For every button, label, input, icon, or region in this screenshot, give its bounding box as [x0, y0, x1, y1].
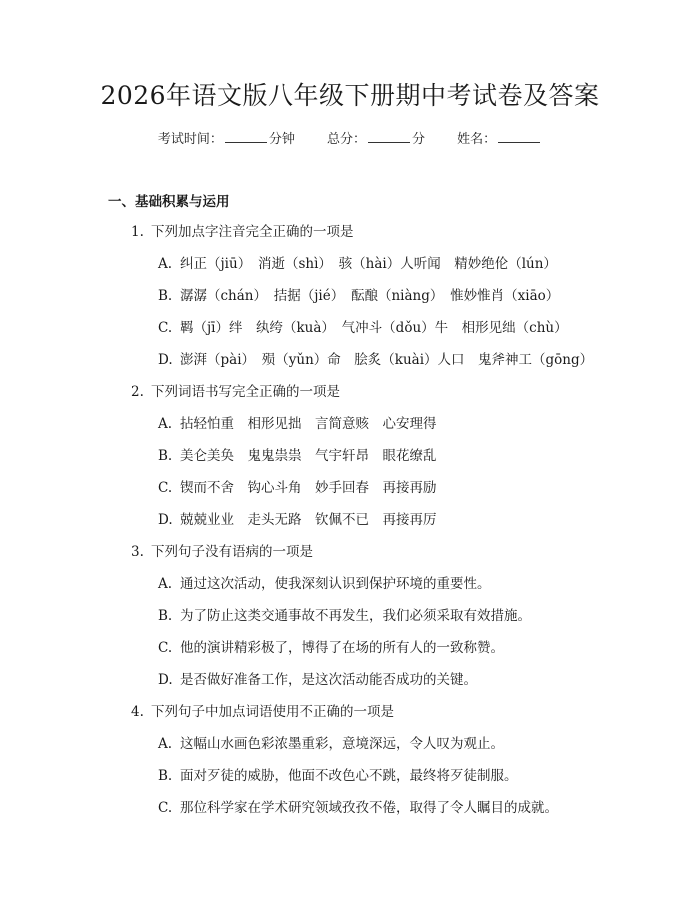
option-text: 那位科学家在学术研究领域孜孜不倦，取得了令人瞩目的成就。	[180, 800, 558, 816]
option-2a	[158, 414, 437, 434]
option-letter: B.	[158, 768, 173, 784]
name-label: 姓名：	[457, 132, 497, 147]
option-2b	[158, 446, 437, 466]
name-field	[457, 132, 542, 147]
score-field	[327, 132, 425, 147]
option-letter: B.	[158, 608, 173, 624]
question-stem: 下列句子没有语病的一项是	[151, 544, 313, 560]
page-title: 2026年语文版八年级下册期中考试卷及答案	[100, 81, 600, 110]
option-text: 是否做好准备工作，是这次活动能否成功的关键。	[180, 672, 477, 688]
time-field	[158, 132, 295, 147]
score-blank[interactable]	[368, 130, 410, 143]
option-4c	[158, 798, 558, 818]
option-letter: B.	[158, 288, 173, 304]
option-text: 澎湃（pài） 殒（yǔn）命 脍炙（kuài）人口 鬼斧神工（gōng）	[180, 352, 594, 368]
time-label: 考试时间：	[157, 132, 223, 147]
question-number: 2.	[131, 384, 144, 400]
option-letter: D.	[158, 672, 173, 688]
option-text: 羁（jī）绊 纨绔（kuà） 气冲斗（dǒu）牛 相形见绌（chù）	[180, 320, 568, 336]
option-text: 这幅山水画色彩浓墨重彩，意境深远，令人叹为观止。	[180, 736, 504, 752]
time-blank[interactable]	[225, 130, 267, 143]
question-stem: 下列加点字注音完全正确的一项是	[151, 224, 354, 240]
option-letter: C.	[158, 800, 173, 816]
option-text: 美仑美奂 鬼鬼祟祟 气宇轩昂 眼花缭乱	[180, 448, 437, 464]
option-letter: C.	[158, 480, 173, 496]
option-letter: C.	[158, 320, 173, 336]
question-4	[131, 702, 394, 722]
question-stem: 下列句子中加点词语使用不正确的一项是	[151, 704, 394, 720]
option-text: 为了防止这类交通事故不再发生，我们必须采取有效措施。	[180, 608, 531, 624]
score-unit: 分	[412, 132, 426, 147]
question-stem: 下列词语书写完全正确的一项是	[151, 384, 340, 400]
section-heading: 一、基础积累与运用	[108, 194, 230, 210]
option-letter: A.	[158, 736, 173, 752]
option-text: 纠正（jiū） 消逝（shì） 骇（hài）人听闻 精妙绝伦（lún）	[180, 256, 557, 272]
question-number: 1.	[131, 224, 144, 240]
score-label: 总分：	[326, 132, 366, 147]
option-1b	[158, 286, 559, 306]
option-1a	[158, 254, 557, 274]
option-text: 拈轻怕重 相形见拙 言简意赅 心安理得	[180, 416, 437, 432]
option-letter: A.	[158, 256, 173, 272]
option-letter: A.	[158, 576, 173, 592]
option-text: 他的演讲精彩极了，博得了在场的所有人的一致称赞。	[180, 640, 504, 656]
option-letter: D.	[158, 512, 173, 528]
question-number: 3.	[131, 544, 144, 560]
exam-info-line	[0, 130, 700, 150]
time-unit: 分钟	[268, 132, 295, 147]
option-1d	[158, 350, 593, 370]
option-1c	[158, 318, 568, 338]
option-2c	[158, 478, 437, 498]
option-letter: B.	[158, 448, 173, 464]
option-text: 面对歹徒的威胁，他面不改色心不跳，最终将歹徒制服。	[180, 768, 518, 784]
option-3a	[158, 574, 491, 594]
option-letter: C.	[158, 640, 173, 656]
option-3c	[158, 638, 504, 658]
option-text: 锲而不舍 钩心斗角 妙手回春 再接再励	[180, 480, 437, 496]
question-1	[131, 222, 354, 242]
option-2d	[158, 510, 437, 530]
option-letter: A.	[158, 416, 173, 432]
question-2	[131, 382, 340, 402]
option-letter: D.	[158, 352, 173, 368]
option-text: 潺潺（chán） 拮据（jié） 酝酿（niàng） 惟妙惟肖（xiāo）	[180, 288, 560, 304]
option-3b	[158, 606, 531, 626]
question-number: 4.	[131, 704, 144, 720]
option-text: 通过这次活动，使我深刻认识到保护环境的重要性。	[180, 576, 491, 592]
option-4b	[158, 766, 518, 786]
option-text: 兢兢业业 走头无路 钦佩不已 再接再厉	[180, 512, 437, 528]
option-3d	[158, 670, 477, 690]
question-3	[131, 542, 313, 562]
option-4a	[158, 734, 504, 754]
name-blank[interactable]	[498, 130, 540, 143]
